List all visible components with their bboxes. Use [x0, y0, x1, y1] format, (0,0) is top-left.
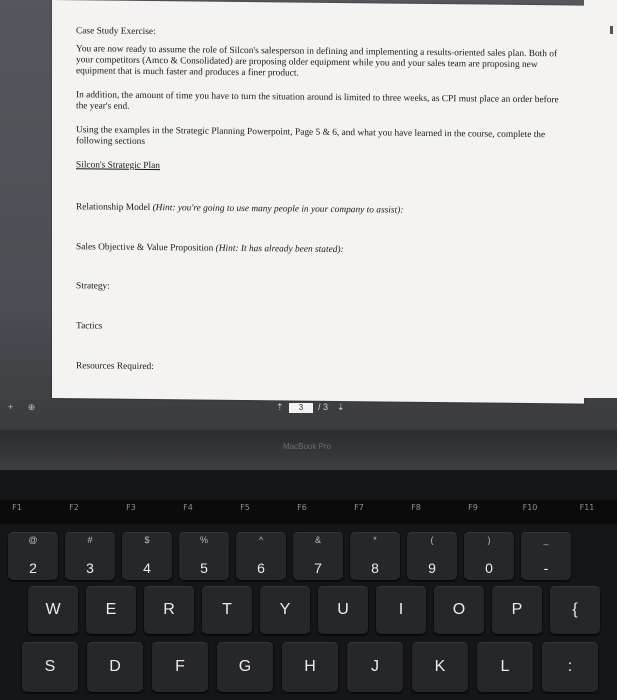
model-label: MacBook Pro	[283, 442, 332, 451]
key-home-3[interactable]	[217, 642, 273, 692]
page-navigation	[0, 402, 617, 418]
key-label: E	[105, 601, 117, 618]
key-main-label: 2	[29, 560, 37, 576]
key-home-8[interactable]	[542, 642, 598, 692]
key-top-4[interactable]	[260, 586, 310, 634]
key-top-5[interactable]	[318, 586, 368, 634]
key-shift-label: ^	[258, 535, 264, 545]
key-label: G	[238, 658, 252, 675]
key-top-2[interactable]	[144, 586, 194, 634]
touchbar-key[interactable]: F1	[12, 503, 22, 512]
key-home-0[interactable]	[22, 642, 78, 692]
key-top-3[interactable]	[202, 586, 252, 634]
adjacent-window	[584, 0, 617, 398]
strategy-label: Strategy:	[76, 281, 110, 292]
key-home-5[interactable]	[347, 642, 403, 692]
key-label: R	[163, 601, 175, 618]
touch-bar[interactable]	[0, 500, 617, 524]
key-main-label: 7	[314, 560, 322, 576]
key-num-7[interactable]	[407, 532, 457, 580]
zoom-tools[interactable]: + ⊕	[8, 402, 42, 412]
key-shift-label: (	[430, 535, 434, 545]
key-num-6[interactable]	[350, 532, 400, 580]
key-main-label: -	[543, 560, 549, 576]
page-number-input[interactable]: 3	[289, 403, 313, 413]
key-shift-label: &	[314, 535, 321, 545]
resources-label: Resources Required:	[76, 361, 154, 373]
key-label: W	[45, 601, 61, 618]
key-top-8[interactable]	[492, 586, 542, 634]
key-num-1[interactable]	[65, 532, 115, 580]
plan-title: Silcon's Strategic Plan	[76, 160, 160, 172]
document-page	[52, 0, 584, 404]
key-home-7[interactable]	[477, 642, 533, 692]
key-shift-label: $	[144, 535, 150, 545]
sales-objective	[76, 242, 566, 258]
key-num-5[interactable]	[293, 532, 343, 580]
key-num-9[interactable]	[521, 532, 571, 580]
touchbar-key[interactable]: F5	[240, 503, 250, 512]
relationship-hint: (Hint: you're going to use many people in your company to assist):	[152, 203, 404, 216]
key-main-label: 6	[257, 560, 265, 576]
key-num-2[interactable]	[122, 532, 172, 580]
sales-objective-hint: (Hint: It has already been stated):	[215, 243, 344, 256]
touchbar-key[interactable]: F4	[183, 503, 193, 512]
tactics-label: Tactics	[76, 321, 103, 332]
key-main-label: 0	[485, 560, 493, 576]
page-total: / 3	[318, 402, 329, 412]
touchbar-key[interactable]: F11	[579, 503, 595, 512]
key-label: Y	[279, 601, 291, 618]
touchbar-key[interactable]: F6	[297, 503, 307, 512]
key-home-4[interactable]	[282, 642, 338, 692]
key-shift-label: %	[199, 535, 208, 545]
key-top-1[interactable]	[86, 586, 136, 634]
key-label: L	[500, 658, 510, 675]
key-main-label: 5	[200, 560, 208, 576]
key-num-0[interactable]	[8, 532, 58, 580]
key-label: T	[222, 601, 232, 618]
key-shift-label: *	[373, 535, 377, 545]
key-num-4[interactable]	[236, 532, 286, 580]
relationship-model	[76, 202, 566, 218]
key-label: {	[572, 601, 578, 618]
touchbar-key[interactable]: F2	[69, 503, 79, 512]
key-label: J	[371, 658, 379, 675]
key-home-6[interactable]	[412, 642, 468, 692]
key-shift-label: @	[28, 535, 38, 545]
key-top-0[interactable]	[28, 586, 78, 634]
keyboard	[0, 470, 617, 700]
key-label: K	[434, 658, 446, 675]
sales-objective-label: Sales Objective & Value Proposition	[76, 242, 214, 254]
touchbar-key[interactable]: F10	[522, 503, 538, 512]
relationship-label: Relationship Model	[76, 202, 151, 214]
key-label: :	[567, 658, 573, 675]
key-main-label: 4	[143, 560, 151, 576]
key-shift-label: _	[543, 535, 549, 545]
paragraph-2: In addition, the amount of time you have to turn the situation around is limited to three weeks, as CPI must place an order before the year's end.	[76, 90, 559, 113]
touchbar-key[interactable]: F8	[411, 503, 421, 512]
key-main-label: 9	[428, 560, 436, 576]
next-page-icon[interactable]: ⇣	[337, 402, 345, 412]
key-main-label: 8	[371, 560, 379, 576]
paragraph-3: Using the examples in the Strategic Planning Powerpoint, Page 5 & 6, and what you have learned in the course, complete the following sections	[76, 125, 546, 148]
key-home-2[interactable]	[152, 642, 208, 692]
key-shift-label: #	[87, 535, 93, 545]
key-label: F	[175, 658, 185, 675]
key-label: U	[337, 601, 349, 618]
key-top-7[interactable]	[434, 586, 484, 634]
key-label: O	[452, 601, 466, 618]
key-label: I	[398, 601, 404, 618]
touchbar-key[interactable]: F7	[354, 503, 364, 512]
key-main-label: 3	[86, 560, 94, 576]
window-edge-mark	[610, 26, 613, 34]
key-label: P	[511, 601, 523, 618]
key-num-3[interactable]	[179, 532, 229, 580]
key-num-8[interactable]	[464, 532, 514, 580]
laptop-hinge	[0, 430, 617, 470]
heading: Case Study Exercise:	[76, 26, 156, 38]
key-shift-label: )	[487, 535, 491, 545]
touchbar-key[interactable]: F3	[126, 503, 136, 512]
key-top-6[interactable]	[376, 586, 426, 634]
key-home-1[interactable]	[87, 642, 143, 692]
key-label: H	[304, 658, 316, 675]
key-label: D	[109, 658, 121, 675]
key-top-9[interactable]	[550, 586, 600, 634]
paragraph-1: You are now ready to assume the role of Silcon's salesperson in defining and implementing a results-oriented sales plan. Both of your competitors (Amco & Consolidated) are proposing older equipment while you and your sales team are proposing new equipment that is much faster and produces a finer product.	[76, 44, 558, 79]
key-label: S	[44, 658, 56, 675]
touchbar-key[interactable]: F9	[468, 503, 478, 512]
previous-page-icon[interactable]: ⇡	[276, 402, 284, 412]
